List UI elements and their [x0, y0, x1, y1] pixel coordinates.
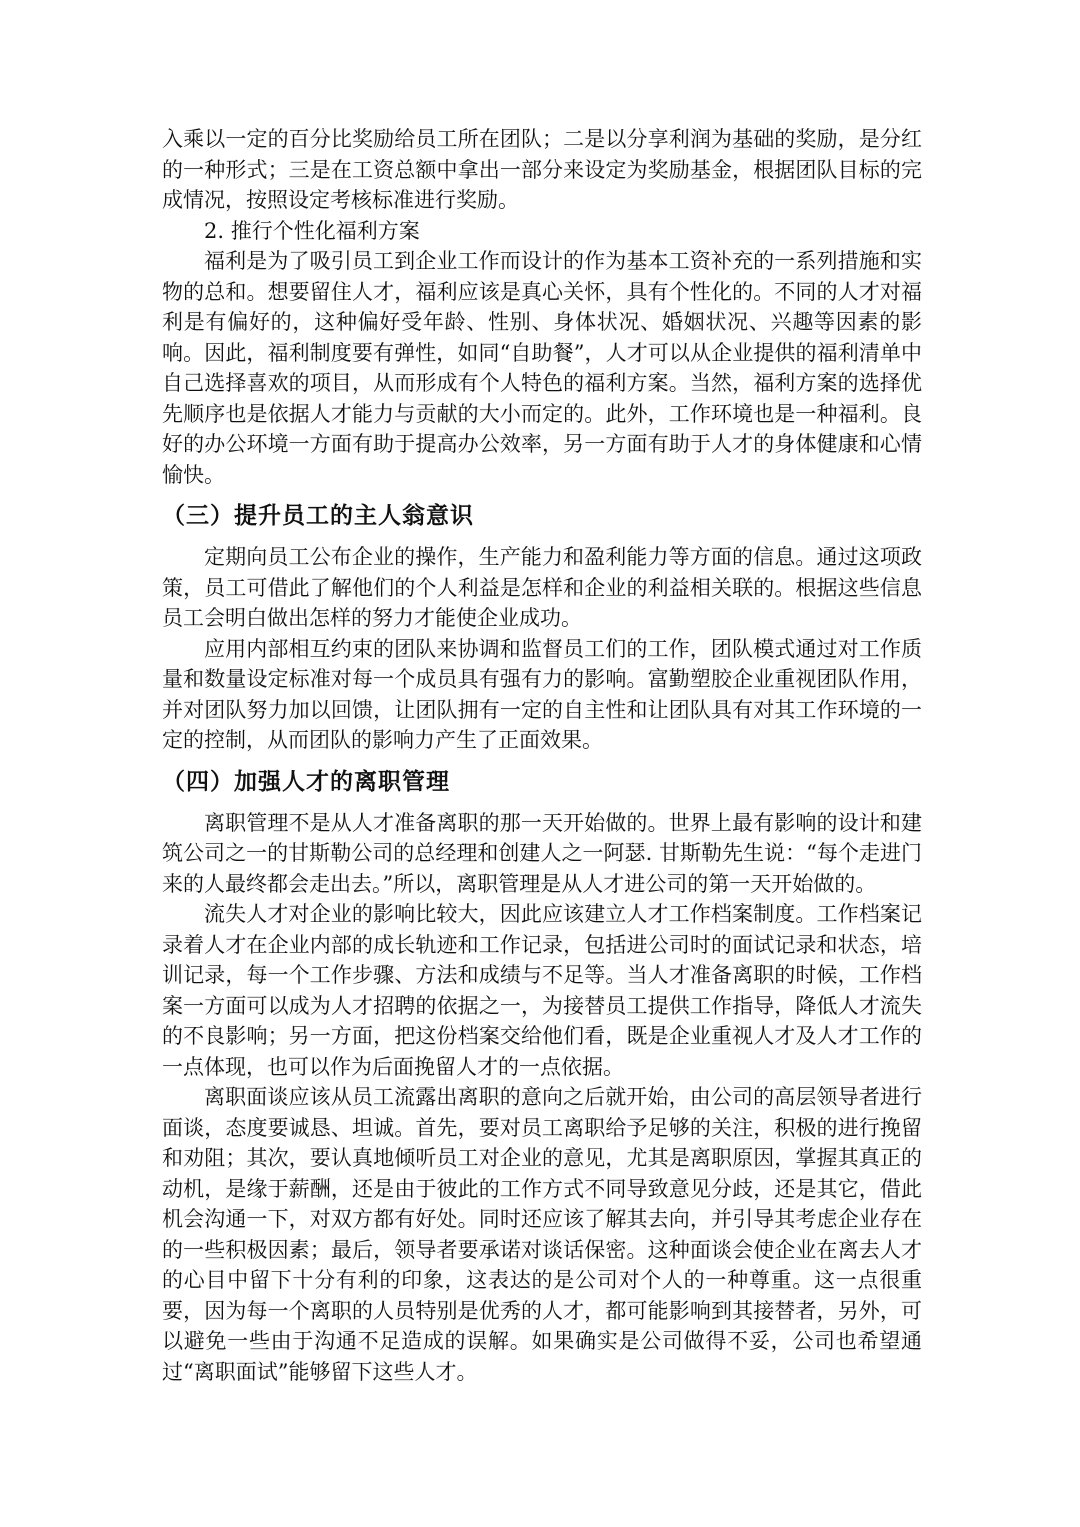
paragraph-team-rewards: 入乘以一定的百分比奖励给员工所在团队；二是以分享利润为基础的奖励，是分红的一种形式；三是在工资总额中拿出一部分来设定为奖励基金，根据团队目标的完成情况，按照设定考核标准进行奖励。 [162, 127, 922, 212]
subheading-personalized-welfare: 2. 推行个性化福利方案 [204, 218, 420, 243]
paragraph-resignation-1: 离职管理不是从人才准备离职的那一天开始做的。世界上最有影响的设计和建筑公司之一的甘斯勒公司的总经理和创建人之一阿瑟. 甘斯勒先生说：“每个走进门来的人最终都会走出去。”所以，离职管理是从人才进公司的第一天开始做的。 [162, 810, 922, 896]
paragraph-resignation-3: 离职面谈应该从员工流露出离职的意向之后就开始，由公司的高层领导者进行面谈，态度要诚恳、坦诚。首先，要对员工离职给予足够的关注，积极的进行挽留和劝阻；其次，要认真地倾听员工对企业的意见，尤其是离职原因，掌握其真正的动机，是缘于薪酬，还是由于彼此的工作方式不同导致意见分歧，还是其它，借此机会沟通一下，对双方都有好处。同时还应该了解其去向，并引导其考虑企业存在的一些积极因素；最后，领导者要承诺对谈话保密。这种面谈会使企业在离去人才的心目中留下十分有利的印象，这表达的是公司对个人的一种尊重。这一点很重要，因为每一个离职的人员特别是优秀的人才，都可能影响到其接替者，另外，可以避免一些由于沟通不足造成的误解。如果确实是公司做得不妥，公司也希望通过“离职面试”能够留下这些人才。 [162, 1085, 922, 1384]
section-heading-resignation: （四）加强人才的离职管理 [162, 768, 450, 795]
paragraph-resignation-2: 流失人才对企业的影响比较大，因此应该建立人才工作档案制度。工作档案记录着人才在企业内部的成长轨迹和工作记录，包括进公司时的面试记录和状态，培训记录，每一个工作步骤、方法和成绩与不足等。当人才准备离职的时候，工作档案一方面可以成为人才招聘的依据之一，为接替员工提供工作指导，降低人才流失的不良影响；另一方面，把这份档案交给他们看，既是企业重视人才及人才工作的一点体现，也可以作为后面挽留人才的一点依据。 [162, 902, 922, 1079]
paragraph-welfare: 福利是为了吸引员工到企业工作而设计的作为基本工资补充的一系列措施和实物的总和。想要留住人才，福利应该是真心关怀，具有个性化的。不同的人才对福利是有偏好的，这种偏好受年龄、性别、身体状况、婚姻状况、兴趣等因素的影响。因此，福利制度要有弹性，如同“自助餐”，人才可以从企业提供的福利清单中自己选择喜欢的项目，从而形成有个人特色的福利方案。当然，福利方案的选择优先顺序也是依据人才能力与贡献的大小而定的。此外，工作环境也是一种福利。良好的办公环境一方面有助于提高办公效率，另一方面有助于人才的身体健康和心情愉快。 [162, 249, 922, 487]
paragraph-ownership-1: 定期向员工公布企业的操作，生产能力和盈利能力等方面的信息。通过这项政策，员工可借此了解他们的个人利益是怎样和企业的利益相关联的。根据这些信息员工会明白做出怎样的努力才能使企业成功。 [162, 545, 922, 630]
section-heading-ownership: （三）提升员工的主人翁意识 [162, 503, 474, 529]
document-page [162, 124, 922, 1387]
paragraph-ownership-2: 应用内部相互约束的团队来协调和监督员工们的工作，团队模式通过对工作质量和数量设定标准对每一个成员具有强有力的影响。富勤塑胶企业重视团队作用，并对团队努力加以回馈，让团队拥有一定的自主性和让团队具有对其工作环境的一定的控制，从而团队的影响力产生了正面效果。 [162, 636, 922, 752]
